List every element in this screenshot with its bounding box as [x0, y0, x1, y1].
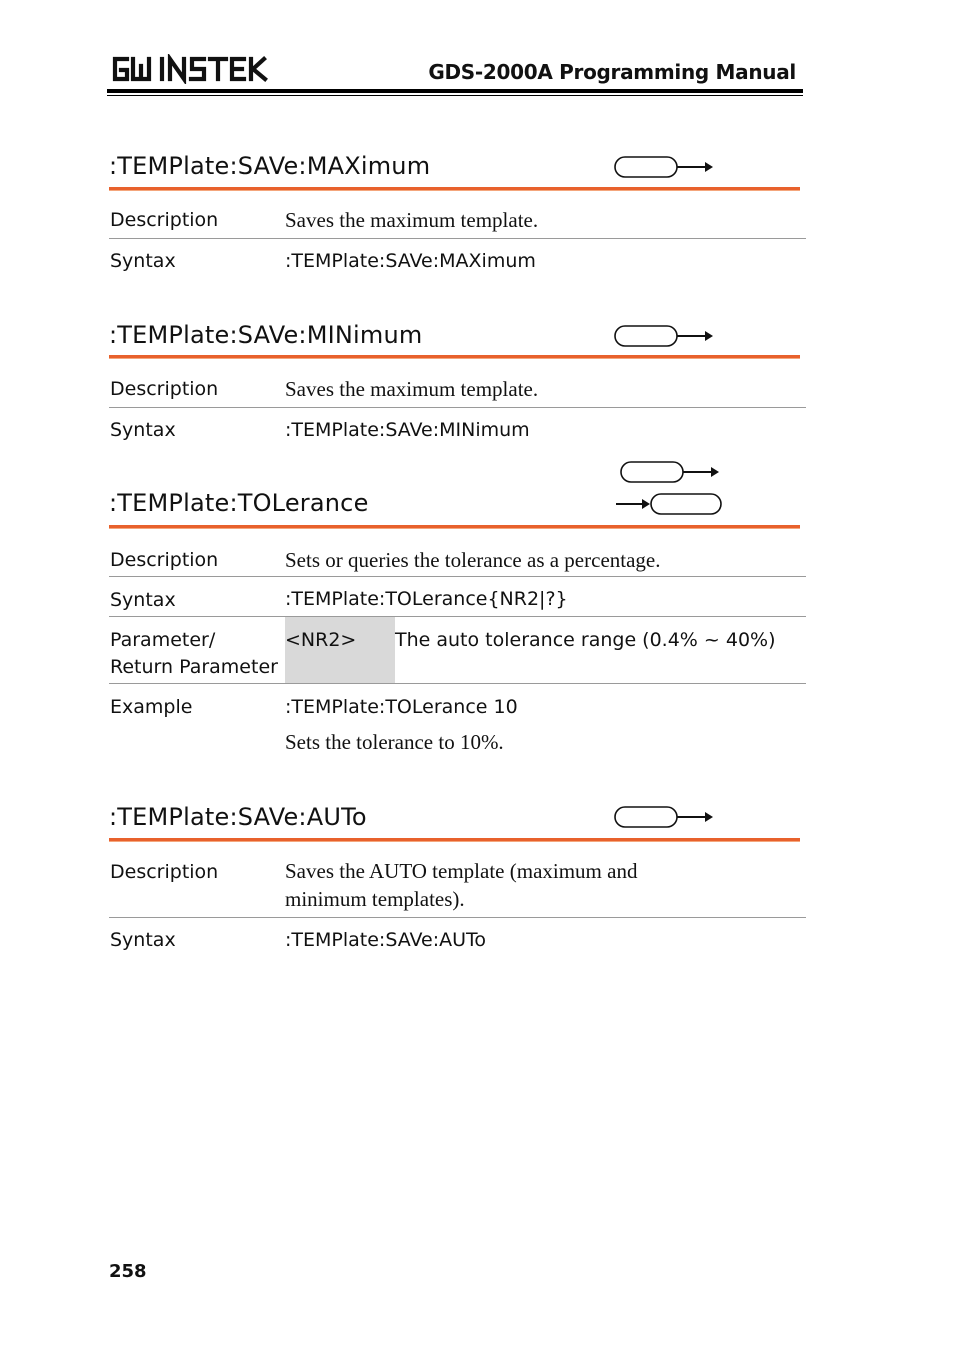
section-rule [109, 525, 800, 529]
row-divider [109, 616, 806, 617]
gw-instek-logo [110, 54, 282, 84]
set-icon [620, 460, 720, 484]
set-icon [614, 324, 714, 348]
syntax-text: :TEMPlate:SAVe:MINimum [285, 419, 530, 441]
query-icon [615, 492, 723, 516]
example-label: Example [110, 696, 193, 718]
section-rule [109, 187, 800, 191]
section-title: :TEMPlate:TOLerance [109, 489, 369, 517]
example-explanation: Sets the tolerance to 10%. [285, 730, 504, 754]
parameter-description: The auto tolerance range (0.4% ~ 40%) [395, 629, 776, 651]
row-divider [109, 238, 806, 239]
section-title: :TEMPlate:SAVe:MINimum [109, 321, 423, 349]
description-label: Description [110, 209, 219, 231]
page-number: 258 [109, 1261, 147, 1282]
row-divider [109, 576, 806, 577]
header-rule [107, 89, 803, 93]
set-icon [614, 155, 714, 179]
description-text-line1: Saves the AUTO template (maximum and [285, 859, 638, 883]
description-label: Description [110, 378, 219, 400]
description-text-line2: minimum templates). [285, 887, 465, 911]
syntax-label: Syntax [110, 929, 176, 951]
header-rule-thin [107, 95, 803, 96]
section-template-save-maximum [109, 150, 806, 290]
syntax-text: :TEMPlate:SAVe:MAXimum [285, 250, 536, 272]
description-label: Description [110, 861, 219, 883]
row-divider [109, 683, 806, 684]
syntax-label: Syntax [110, 250, 176, 272]
section-template-save-auto [109, 801, 806, 971]
section-title: :TEMPlate:SAVe:AUTo [109, 803, 367, 831]
description-label: Description [110, 549, 219, 571]
manual-title: GDS-2000A Programming Manual [428, 60, 796, 84]
parameter-label: Parameter/ [110, 629, 216, 651]
section-template-tolerance [109, 455, 806, 765]
description-text: Sets or queries the tolerance as a percentage. [285, 548, 661, 572]
syntax-text: :TEMPlate:TOLerance{NR2|?} [285, 588, 568, 610]
return-parameter-label: Return Parameter [110, 656, 278, 678]
section-template-save-minimum [109, 319, 806, 459]
syntax-label: Syntax [110, 419, 176, 441]
description-text: Saves the maximum template. [285, 377, 539, 401]
section-title: :TEMPlate:SAVe:MAXimum [109, 152, 431, 180]
section-rule [109, 838, 800, 842]
row-divider [109, 917, 806, 918]
example-command: :TEMPlate:TOLerance 10 [285, 696, 518, 718]
row-divider [109, 407, 806, 408]
parameter-name: <NR2> [285, 629, 357, 651]
syntax-text: :TEMPlate:SAVe:AUTo [285, 929, 487, 951]
description-text: Saves the maximum template. [285, 208, 539, 232]
syntax-label: Syntax [110, 589, 176, 611]
section-rule [109, 355, 800, 359]
parameter-name-cell [285, 617, 395, 683]
set-icon [614, 805, 714, 829]
